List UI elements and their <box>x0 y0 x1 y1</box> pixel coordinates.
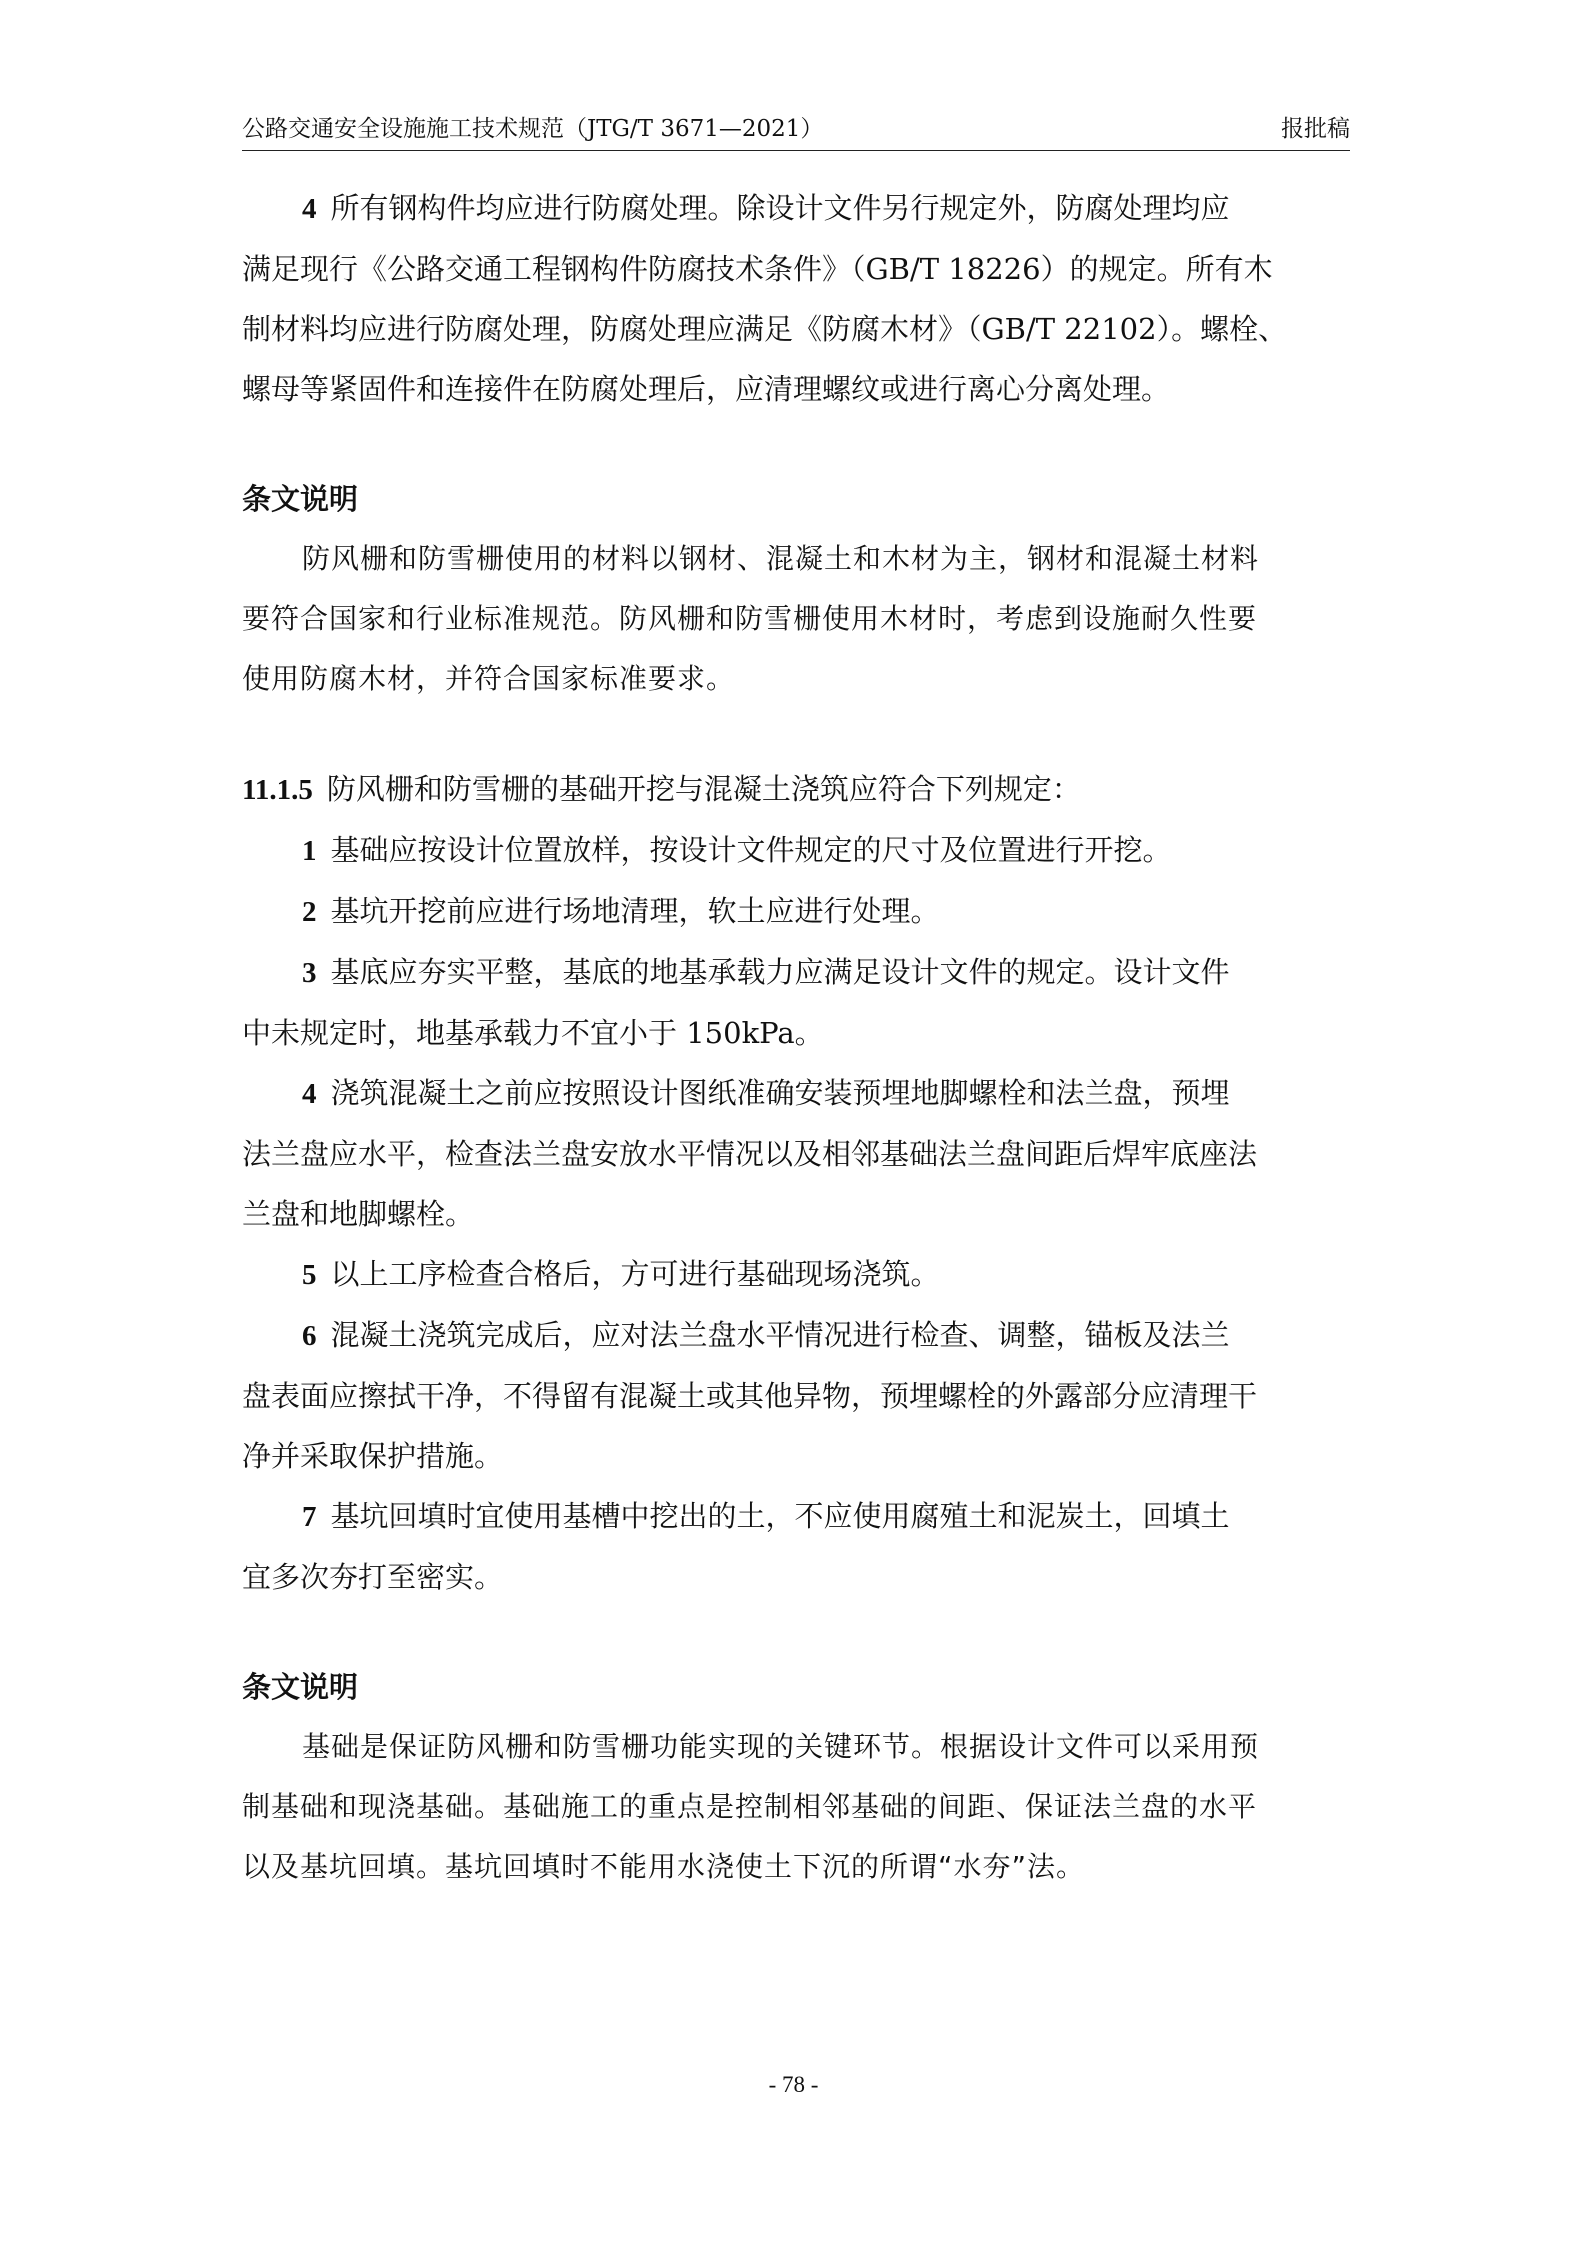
explanation-line: 制基础和现浇基础。基础施工的重点是控制相邻基础的间距、保证法兰盘的水平 <box>242 1790 1258 1823</box>
clause-item-6: 6 混凝土浇筑完成后，应对法兰盘水平情况进行检查、调整，锚板及法兰 <box>302 1318 1230 1352</box>
clause-item-2: 2 基坑开挖前应进行场地清理，软土应进行处理。 <box>302 894 940 928</box>
spacer <box>242 419 1350 469</box>
page-number: - 78 - <box>768 2072 819 2097</box>
explanation-heading: 条文说明 <box>242 482 359 516</box>
spacer <box>242 1607 1350 1657</box>
item-number: 3 <box>302 957 317 989</box>
clause-item-3: 3 基底应夯实平整，基底的地基承载力应满足设计文件的规定。设计文件 <box>302 955 1230 989</box>
item-4-line-4: 螺母等紧固件和连接件在防腐处理后，应清理螺纹或进行离心分离处理。 <box>242 372 1171 406</box>
clause-number: 11.1.5 <box>242 774 313 806</box>
clause-item-5: 5 以上工序检查合格后，方可进行基础现场浇筑。 <box>302 1257 940 1291</box>
clause-item-4-cont: 兰盘和地脚螺栓。 <box>242 1197 475 1231</box>
item-number: 6 <box>302 1320 317 1352</box>
item-number: 5 <box>302 1259 317 1291</box>
clause-heading: 11.1.5 防风栅和防雪栅的基础开挖与混凝土浇筑应符合下列规定： <box>242 772 1081 806</box>
clause-item-3-cont: 中未规定时，地基承载力不宜小于 150kPa。 <box>242 1016 824 1050</box>
clause-item-7-cont: 宜多次夯打至密实。 <box>242 1560 504 1594</box>
item-number: 2 <box>302 896 317 928</box>
explanation-line: 以及基坑回填。基坑回填时不能用水浇使土下沉的所谓“水夯”法。 <box>242 1850 1086 1883</box>
clause-item-1: 1 基础应按设计位置放样，按设计文件规定的尺寸及位置进行开挖。 <box>302 833 1172 867</box>
clause-item-6-cont: 净并采取保护措施。 <box>242 1439 504 1473</box>
header-title: 公路交通安全设施施工技术规范（JTG/T 3671—2021） <box>242 116 824 142</box>
explanation-heading: 条文说明 <box>242 1670 359 1704</box>
page-content <box>242 178 1350 1897</box>
explanation-line: 要符合国家和行业标准规范。防风栅和防雪栅使用木材时，考虑到设施耐久性要 <box>242 602 1258 635</box>
explanation-line: 使用防腐木材，并符合国家标准要求。 <box>242 662 736 695</box>
item-number: 1 <box>302 835 317 867</box>
item-4-line-1: 4 所有钢构件均应进行防腐处理。除设计文件另行规定外，防腐处理均应 <box>302 191 1230 225</box>
clause-item-4: 4 浇筑混凝土之前应按照设计图纸准确安装预埋地脚螺栓和法兰盘，预埋 <box>302 1076 1230 1110</box>
item-4-line-2: 满足现行《公路交通工程钢构件防腐技术条件》（GB/T 18226）的规定。所有木 <box>242 252 1273 286</box>
clause-item-4-cont: 法兰盘应水平，检查法兰盘安放水平情况以及相邻基础法兰盘间距后焊牢底座法 <box>242 1137 1258 1171</box>
item-4-line-3: 制材料均应进行防腐处理，防腐处理应满足《防腐木材》（GB/T 22102）。螺栓、 <box>242 312 1288 346</box>
spacer <box>242 709 1350 759</box>
item-number: 7 <box>302 1501 317 1533</box>
explanation-line: 防风栅和防雪栅使用的材料以钢材、混凝土和木材为主，钢材和混凝土材料 <box>302 542 1260 575</box>
page-header <box>242 108 1350 151</box>
clause-item-6-cont: 盘表面应擦拭干净，不得留有混凝土或其他异物，预埋螺栓的外露部分应清理干 <box>242 1379 1258 1413</box>
explanation-line: 基础是保证防风栅和防雪栅功能实现的关键环节。根据设计文件可以采用预 <box>302 1730 1260 1763</box>
item-number: 4 <box>302 193 317 225</box>
item-number: 4 <box>302 1078 317 1110</box>
header-status: 报批稿 <box>1281 116 1350 142</box>
clause-item-7: 7 基坑回填时宜使用基槽中挖出的土，不应使用腐殖土和泥炭土，回填土 <box>302 1499 1230 1533</box>
